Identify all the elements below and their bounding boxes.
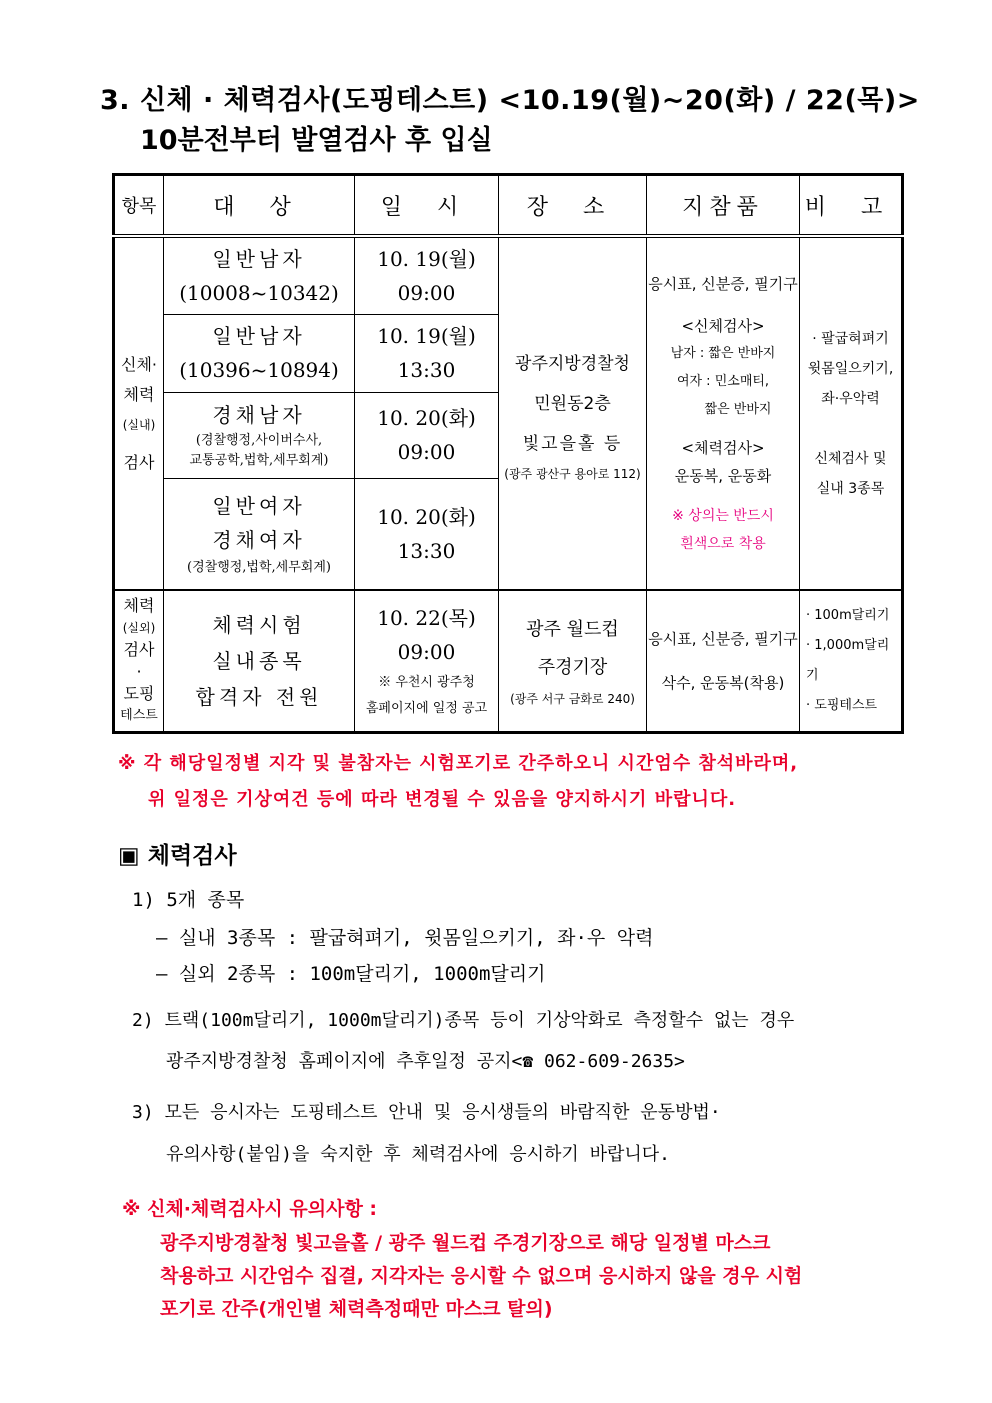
header-category: 항목 xyxy=(114,175,164,237)
remarks-text: 좌·우악력 xyxy=(821,390,880,407)
date-cell xyxy=(355,236,499,314)
warning-title: ※ 신체·체력검사시 유의사항 : xyxy=(122,1198,378,1220)
remarks-text: 신체검사 및 xyxy=(814,450,887,467)
date-cell xyxy=(355,478,499,590)
items-text: 응시표, 신분증, 필기구 xyxy=(648,274,798,293)
date-note: 홈페이지에 일정 공고 xyxy=(365,700,488,716)
date-note: ※ 우천시 광주청 xyxy=(378,674,475,690)
category-text: 체력 xyxy=(123,595,155,615)
target-text: (10008~10342) xyxy=(179,280,339,305)
place-cell xyxy=(499,590,647,732)
notice-line: ※ 각 해당일정별 지각 및 불참자는 시험포기로 간주하오니 시간엄수 참석바라며, xyxy=(118,753,799,774)
place-text: 광주지방경찰청 xyxy=(515,353,630,374)
items-text: 응시표, 신분증, 필기구 xyxy=(648,629,798,648)
place-text: 빛고을홀 등 xyxy=(522,433,623,454)
items-text: 짧은 반바지 xyxy=(704,401,772,417)
date-text: 10. 22(목) xyxy=(377,605,476,630)
place-text: 광주 월드컵 xyxy=(526,618,619,640)
items-text: <체력검사> xyxy=(681,438,765,457)
target-cell xyxy=(164,314,355,392)
target-cell xyxy=(164,590,355,732)
time-text: 09:00 xyxy=(397,440,456,464)
warning-line: 광주지방경찰청 빛고을홀 / 광주 월드컵 주경기장으로 해당 일정별 마스크 xyxy=(160,1232,771,1254)
place-address: (광주 서구 금화로 240) xyxy=(510,691,635,706)
section-subtitle: 10분전부터 발열검사 후 입실 xyxy=(140,125,493,156)
target-text: 일반여자 xyxy=(212,493,306,518)
target-cell xyxy=(164,478,355,590)
list-item: 3) 모든 응시자는 도핑테스트 안내 및 응시생들의 바람직한 운동방법· xyxy=(132,1102,721,1123)
fitness-section-title: ▣ 체력검사 xyxy=(118,843,237,869)
remarks-text: · 100m달리기 xyxy=(806,607,890,623)
remarks-cell xyxy=(800,590,903,732)
list-item: – 실외 2종목 : 100m달리기, 1000m달리기 xyxy=(156,963,546,985)
category-text: 도핑 xyxy=(123,683,155,703)
date-text: 10. 20(화) xyxy=(377,406,476,430)
header-place: 장 소 xyxy=(499,175,647,237)
remarks-text: · 도핑테스트 xyxy=(806,697,878,713)
remarks-text: · 1,000m달리기 xyxy=(806,637,890,683)
header-remarks: 비 고 xyxy=(800,175,903,237)
place-text: 주경기장 xyxy=(537,656,608,678)
warning-line: 착용하고 시간엄수 집결, 지각자는 응시할 수 없으며 응시하지 않을 경우 시험 xyxy=(160,1265,803,1287)
header-items: 지참품 xyxy=(647,175,800,237)
time-text: 13:30 xyxy=(397,538,456,563)
place-cell xyxy=(499,236,647,590)
date-text: 10. 20(화) xyxy=(377,504,476,529)
target-cell xyxy=(164,392,355,478)
category-text: 테스트 xyxy=(120,707,158,723)
target-text: 경채여자 xyxy=(212,527,306,552)
target-text: 체력시험 xyxy=(212,612,306,637)
target-note: 교통공학,법학,세무회계) xyxy=(189,453,329,468)
list-item: 1) 5개 종목 xyxy=(132,889,245,911)
category-text: 검사 xyxy=(123,639,155,659)
time-text: 13:30 xyxy=(397,358,456,382)
category-text: · xyxy=(136,661,142,681)
table-row xyxy=(114,236,903,314)
list-item: 광주지방경찰청 홈페이지에 추후일정 공지<☎ 062-609-2635> xyxy=(166,1051,685,1072)
target-text: (10396~10894) xyxy=(179,358,339,382)
target-text: 경채남자 xyxy=(212,403,306,427)
place-address: (광주 광산구 용아로 112) xyxy=(504,466,641,481)
target-text: 일반남자 xyxy=(212,324,306,348)
items-warning: 흰색으로 착용 xyxy=(680,535,766,552)
items-text: 여자 : 민소매티, xyxy=(676,373,770,389)
items-text: 운동복, 운동화 xyxy=(674,466,772,485)
items-warning: ※ 상의는 반드시 xyxy=(672,507,774,524)
table-header-row xyxy=(114,175,903,237)
remarks-text: 윗몸일으키기, xyxy=(807,360,894,377)
date-cell xyxy=(355,392,499,478)
category-text: 신체· xyxy=(121,354,157,374)
category-text: 검사 xyxy=(123,452,155,472)
category-text: (실외) xyxy=(122,620,156,635)
time-text: 09:00 xyxy=(397,280,456,305)
list-item: – 실내 3종목 : 팔굽혀펴기, 윗몸일으키기, 좌·우 악력 xyxy=(156,927,654,949)
target-text: 실내종목 xyxy=(212,648,306,673)
category-text: (실내) xyxy=(122,417,156,432)
target-note: (경찰행정,법학,세무회계) xyxy=(187,559,331,575)
date-cell xyxy=(355,590,499,732)
remarks-cell xyxy=(800,236,903,590)
remarks-text: · 팔굽혀펴기 xyxy=(812,330,889,347)
header-target: 대 상 xyxy=(164,175,355,237)
section-title: 3. 신체 · 체력검사(도핑테스트) <10.19(월)~20(화) / 22(목)> xyxy=(100,85,920,116)
category-text: 체력 xyxy=(123,384,155,404)
category-cell xyxy=(114,590,164,732)
target-cell xyxy=(164,236,355,314)
items-text: <신체검사> xyxy=(681,316,765,335)
warning-line: 포기로 간주(개인별 체력측정때만 마스크 탈의) xyxy=(160,1298,553,1320)
items-text: 삭수, 운동복(착용) xyxy=(661,673,785,692)
target-note: (경찰행정,사이버수사, xyxy=(195,433,323,448)
list-item: 유의사항(붙임)을 숙지한 후 체력검사에 응시하기 바랍니다. xyxy=(166,1144,671,1165)
schedule-table xyxy=(112,173,904,734)
date-text: 10. 19(월) xyxy=(377,246,476,271)
date-text: 10. 19(월) xyxy=(377,324,476,348)
table-row xyxy=(114,590,903,732)
list-item: 2) 트랙(100m달리기, 1000m달리기)종목 등이 기상악화로 측정할수 없는 경우 xyxy=(132,1010,795,1031)
items-text: 남자 : 짧은 반바지 xyxy=(670,345,776,361)
remarks-text: 실내 3종목 xyxy=(816,480,885,497)
target-text: 일반남자 xyxy=(212,246,306,271)
place-text: 민원동2층 xyxy=(534,393,611,414)
category-cell xyxy=(114,236,164,590)
notice-line: 위 일정은 기상여건 등에 따라 변경될 수 있음을 양지하시기 바랍니다. xyxy=(148,789,737,810)
items-cell xyxy=(647,236,800,590)
time-text: 09:00 xyxy=(397,639,456,664)
date-cell xyxy=(355,314,499,392)
target-text: 합격자 전원 xyxy=(195,684,323,709)
header-datetime: 일 시 xyxy=(355,175,499,237)
items-cell xyxy=(647,590,800,732)
